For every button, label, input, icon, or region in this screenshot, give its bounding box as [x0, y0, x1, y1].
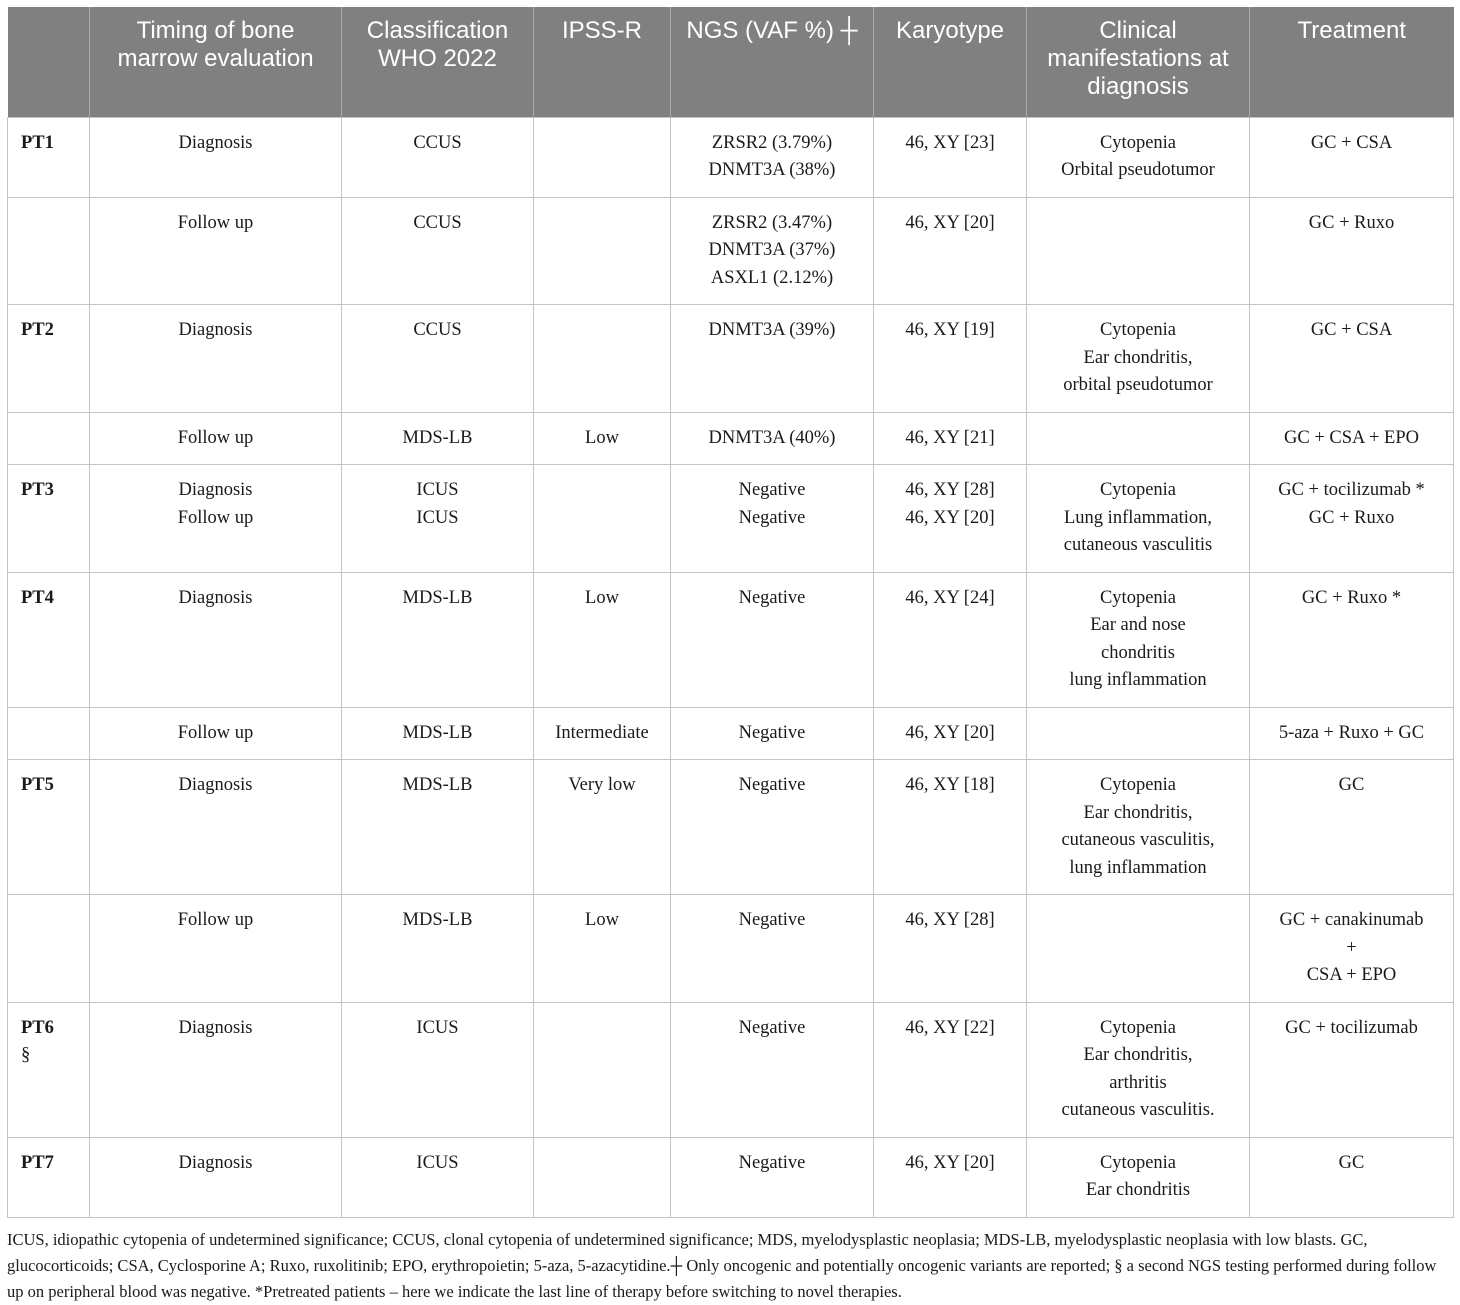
timing-line: Follow up [177, 212, 254, 233]
table-row [8, 1137, 1454, 1217]
classification-line: MDS-LB [402, 427, 473, 448]
clinical-line: Ear chondritis, [1083, 347, 1193, 368]
karyotype-line: 46, XY [20] [905, 722, 995, 743]
treatment-cell [1250, 1137, 1454, 1217]
karyotype-cell [874, 572, 1027, 707]
ipss-cell [534, 760, 671, 895]
timing-line: Follow up [177, 427, 254, 448]
timing-cell [90, 760, 342, 895]
classification-cell [342, 117, 534, 197]
ngs-cell [671, 760, 874, 895]
table-header [8, 7, 1454, 117]
karyotype-cell [874, 197, 1027, 305]
karyotype-line: 46, XY [18] [905, 775, 995, 795]
ngs-line: DNMT3A (37%) [708, 240, 836, 260]
treatment-cell [1250, 707, 1454, 760]
ngs-cell [671, 572, 874, 707]
timing-line: Follow up [177, 910, 254, 930]
table-row [8, 707, 1454, 760]
ipss-cell [534, 1002, 671, 1137]
patient-id-cell: PT7 [8, 1137, 90, 1217]
ngs-line: ZRSR2 (3.79%) [711, 132, 833, 153]
ngs-cell [671, 1137, 874, 1217]
table-row [8, 412, 1454, 465]
ipss-cell [534, 572, 671, 707]
clinical-line: Ear chondritis [1085, 1180, 1191, 1200]
ngs-line: DNMT3A (40%) [708, 427, 836, 448]
header-karyotype: Karyotype [874, 7, 1027, 117]
treatment-line: GC [1338, 775, 1365, 795]
classification-cell [342, 1137, 534, 1217]
table-row [8, 760, 1454, 895]
karyotype-line: 46, XY [21] [905, 427, 995, 448]
table-row [8, 197, 1454, 305]
header-treatment: Treatment [1250, 7, 1454, 117]
header-timing: Timing of bone marrow evaluation [90, 7, 342, 117]
treatment-line: GC + tocilizumab [1285, 1017, 1418, 1038]
timing-cell [90, 412, 342, 465]
clinical-line: orbital pseudotumor [1063, 375, 1213, 395]
patient-id-cell [8, 412, 90, 465]
ngs-cell [671, 117, 874, 197]
treatment-line: GC + canakinumab [1279, 910, 1424, 930]
table-row [8, 117, 1454, 197]
ngs-cell [671, 1002, 874, 1137]
ngs-cell [671, 412, 874, 465]
clinical-line: Cytopenia [1099, 587, 1177, 608]
clinical-cell [1027, 572, 1250, 707]
patient-id-cell [8, 197, 90, 305]
table-row [8, 465, 1454, 573]
ngs-line: Negative [738, 1017, 806, 1038]
patient-id-cell: PT6 § [8, 1002, 90, 1137]
ipss-line: Intermediate [555, 722, 649, 743]
classification-line: ICUS [416, 480, 459, 500]
timing-cell [90, 707, 342, 760]
document [7, 7, 1453, 1305]
ipss-cell [534, 465, 671, 573]
clinical-line: arthritis [1109, 1072, 1167, 1093]
karyotype-line: 46, XY [28] [905, 480, 995, 500]
patient-id-cell: PT1 [8, 117, 90, 197]
karyotype-cell [874, 412, 1027, 465]
header-patient [8, 7, 90, 117]
ngs-cell [671, 895, 874, 1003]
timing-line: Diagnosis [178, 1017, 253, 1038]
clinical-cell [1027, 1137, 1250, 1217]
ipss-line: Low [585, 910, 619, 930]
classification-cell [342, 895, 534, 1003]
timing-line: Diagnosis [178, 132, 253, 153]
ipss-cell [534, 305, 671, 413]
classification-line: MDS-LB [402, 910, 473, 930]
ngs-cell [671, 197, 874, 305]
table-row [8, 895, 1454, 1003]
ipss-line: Low [585, 587, 619, 608]
classification-line: ICUS [416, 1017, 459, 1038]
ipss-line: Low [585, 427, 619, 448]
classification-line: CCUS [413, 212, 462, 233]
ngs-line: Negative [738, 1152, 806, 1173]
patient-id-cell: PT5 [8, 760, 90, 895]
treatment-line: GC [1338, 1152, 1365, 1173]
treatment-cell [1250, 572, 1454, 707]
table-body [8, 117, 1454, 1217]
timing-cell [90, 1002, 342, 1137]
karyotype-cell [874, 305, 1027, 413]
ipss-line: Very low [568, 775, 636, 795]
ngs-line: Negative [738, 480, 806, 500]
ngs-line: Negative [738, 775, 806, 795]
treatment-line: GC + Ruxo [1308, 507, 1395, 528]
clinical-line: Cytopenia [1099, 1152, 1177, 1173]
karyotype-line: 46, XY [19] [905, 320, 995, 340]
karyotype-line: 46, XY [22] [905, 1017, 995, 1038]
ngs-line: Negative [738, 910, 806, 930]
treatment-line: GC + Ruxo * [1301, 587, 1402, 608]
header-ngs: NGS (VAF %) ┼ [671, 7, 874, 117]
ngs-line: Negative [738, 507, 806, 528]
karyotype-line: 46, XY [20] [905, 507, 995, 528]
classification-cell [342, 197, 534, 305]
clinical-cell [1027, 1002, 1250, 1137]
treatment-line: 5-aza + Ruxo + GC [1278, 722, 1425, 743]
table-row [8, 1002, 1454, 1137]
treatment-cell [1250, 895, 1454, 1003]
clinical-line: lung inflammation [1069, 857, 1207, 878]
ipss-cell [534, 412, 671, 465]
ngs-line: ASXL1 (2.12%) [710, 267, 834, 288]
ngs-line: ZRSR2 (3.47%) [711, 212, 833, 233]
ipss-cell [534, 895, 671, 1003]
treatment-cell [1250, 305, 1454, 413]
treatment-cell [1250, 760, 1454, 895]
clinical-line: Cytopenia [1099, 480, 1177, 500]
clinical-line: Ear chondritis, [1083, 802, 1193, 823]
clinical-line: Orbital pseudotumor [1061, 160, 1215, 180]
karyotype-cell [874, 1002, 1027, 1137]
clinical-line: cutaneous vasculitis. [1061, 1100, 1215, 1120]
clinical-line: Lung inflammation, [1064, 507, 1212, 528]
clinical-line: Cytopenia [1099, 775, 1177, 795]
treatment-cell [1250, 197, 1454, 305]
karyotype-line: 46, XY [20] [905, 1152, 995, 1173]
ngs-line: DNMT3A (38%) [708, 160, 836, 180]
ngs-cell [671, 305, 874, 413]
clinical-cell [1027, 707, 1250, 760]
clinical-line: cutaneous vasculitis, [1061, 830, 1215, 850]
table-row [8, 305, 1454, 413]
classification-cell [342, 707, 534, 760]
clinical-line: Cytopenia [1099, 1017, 1177, 1038]
clinical-cell [1027, 197, 1250, 305]
ngs-cell [671, 465, 874, 573]
timing-line: Follow up [177, 507, 254, 528]
ipss-cell [534, 197, 671, 305]
treatment-line: GC + Ruxo [1308, 212, 1395, 233]
patient-table [7, 7, 1454, 1218]
timing-cell [90, 572, 342, 707]
timing-line: Follow up [177, 722, 254, 743]
classification-cell [342, 572, 534, 707]
treatment-cell [1250, 465, 1454, 573]
classification-line: ICUS [416, 1152, 459, 1173]
classification-cell [342, 305, 534, 413]
karyotype-line: 46, XY [24] [905, 587, 995, 608]
treatment-cell [1250, 412, 1454, 465]
header-clinical-manifestations: Clinical manifestations at diagnosis [1027, 7, 1250, 117]
clinical-cell [1027, 412, 1250, 465]
clinical-cell [1027, 895, 1250, 1003]
clinical-line: lung inflammation [1069, 670, 1207, 690]
treatment-line: CSA + EPO [1306, 965, 1397, 985]
treatment-line: + [1346, 937, 1357, 958]
classification-line: CCUS [413, 132, 462, 153]
ipss-cell [534, 117, 671, 197]
timing-cell [90, 1137, 342, 1217]
clinical-line: Cytopenia [1099, 132, 1177, 153]
karyotype-cell [874, 465, 1027, 573]
clinical-line: Cytopenia [1099, 320, 1177, 340]
clinical-cell [1027, 305, 1250, 413]
classification-line: MDS-LB [402, 775, 473, 795]
ipss-cell [534, 707, 671, 760]
classification-line: CCUS [413, 320, 462, 340]
timing-cell [90, 117, 342, 197]
timing-cell [90, 465, 342, 573]
patient-id-cell: PT2 [8, 305, 90, 413]
karyotype-line: 46, XY [23] [905, 132, 995, 153]
clinical-line: Ear and nose [1090, 615, 1186, 635]
header-ipss-r: IPSS-R [534, 7, 671, 117]
ngs-line: Negative [738, 722, 806, 743]
clinical-line: cutaneous vasculitis [1063, 535, 1213, 555]
classification-cell [342, 465, 534, 573]
classification-cell [342, 760, 534, 895]
timing-cell [90, 305, 342, 413]
karyotype-cell [874, 117, 1027, 197]
ngs-line: Negative [738, 587, 806, 608]
timing-line: Diagnosis [178, 320, 253, 340]
timing-line: Diagnosis [178, 587, 253, 608]
treatment-line: GC + CSA [1310, 132, 1393, 153]
clinical-cell [1027, 760, 1250, 895]
timing-line: Diagnosis [178, 1152, 253, 1173]
header-row [8, 7, 1454, 117]
clinical-cell [1027, 117, 1250, 197]
treatment-cell [1250, 1002, 1454, 1137]
patient-id-cell: PT3 [8, 465, 90, 573]
table-footnote: ICUS, idiopathic cytopenia of undetermined significance; CCUS, clonal cytopenia of undetermined significance; MDS, myelodysplastic neoplasia; MDS-LB, myelodysplastic neoplasia with low blasts. GC, glucocorticoids; CSA, Cyclosporine A; Ruxo, ruxolitinib; EPO, erythropoietin; 5-aza, 5-azacytidine.┼ Only oncogenic and potentially oncogenic variants are reported; § a second NGS testing performed during follow up on peripheral blood was negative. *Pretreated patients – here we indicate the last line of therapy before switching to novel therapies. [7, 1229, 1437, 1301]
karyotype-cell [874, 895, 1027, 1003]
timing-cell [90, 197, 342, 305]
karyotype-line: 46, XY [28] [905, 910, 995, 930]
treatment-line: GC + CSA + EPO [1284, 427, 1419, 448]
karyotype-cell [874, 760, 1027, 895]
clinical-cell [1027, 465, 1250, 573]
classification-cell [342, 412, 534, 465]
header-classification: Classification WHO 2022 [342, 7, 534, 117]
karyotype-cell [874, 1137, 1027, 1217]
treatment-line: GC + tocilizumab * [1278, 480, 1425, 500]
classification-line: MDS-LB [402, 587, 473, 608]
classification-line: ICUS [416, 507, 459, 528]
ngs-cell [671, 707, 874, 760]
patient-id-cell [8, 895, 90, 1003]
clinical-line: chondritis [1101, 642, 1175, 663]
timing-line: Diagnosis [178, 480, 253, 500]
clinical-line: Ear chondritis, [1083, 1045, 1193, 1065]
patient-id-cell [8, 707, 90, 760]
patient-id-cell: PT4 [8, 572, 90, 707]
timing-line: Diagnosis [178, 775, 253, 795]
ipss-cell [534, 1137, 671, 1217]
classification-cell [342, 1002, 534, 1137]
ngs-line: DNMT3A (39%) [708, 320, 836, 340]
karyotype-cell [874, 707, 1027, 760]
karyotype-line: 46, XY [20] [905, 212, 995, 233]
treatment-cell [1250, 117, 1454, 197]
timing-cell [90, 895, 342, 1003]
classification-line: MDS-LB [402, 722, 473, 743]
table-row [8, 572, 1454, 707]
treatment-line: GC + CSA [1310, 320, 1393, 340]
